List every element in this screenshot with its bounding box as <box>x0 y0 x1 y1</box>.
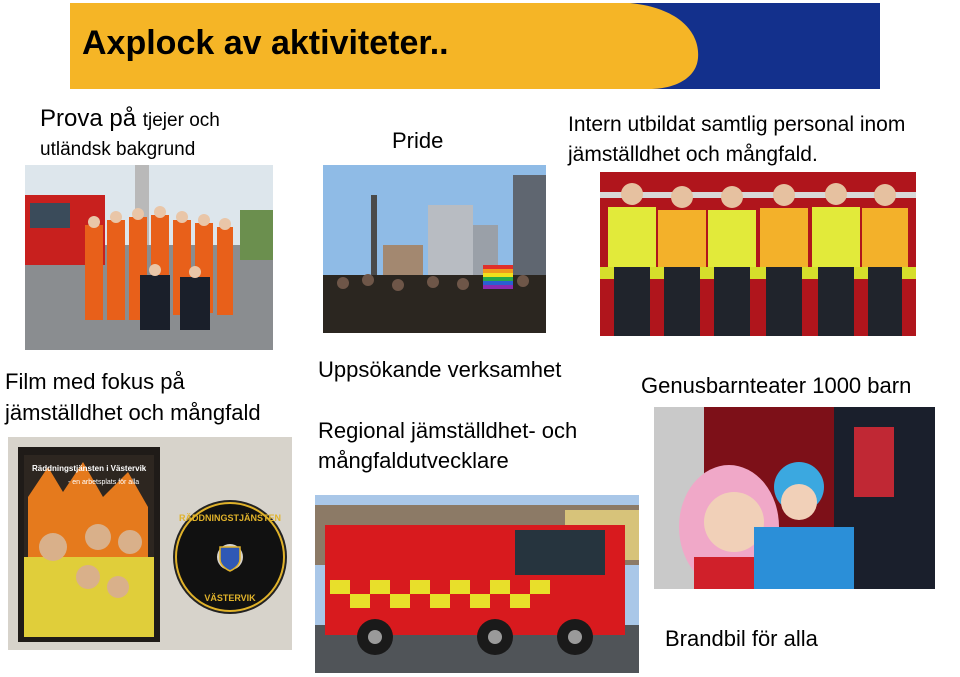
childrens-theater-photo <box>654 407 935 589</box>
caption-regional-line1: Regional jämställdhet- och <box>318 418 578 443</box>
caption-prova-small: tjejer och <box>142 110 220 131</box>
firefighter-group-photo <box>25 165 273 350</box>
caption-film-line1: Film med fokus på <box>5 369 185 394</box>
caption-film-line2: jämställdhet och mångfald <box>5 400 261 425</box>
caption-genusbarnteater: Genusbarnteater 1000 barn <box>641 373 912 398</box>
caption-uppsokande: Uppsökande verksamhet <box>318 357 562 382</box>
dvd-disc-top-text: RÄDDNINGSTJÄNSTEN <box>178 513 282 523</box>
caption-pride: Pride <box>392 128 444 153</box>
caption-regional-line2: mångfaldutvecklare <box>318 448 509 473</box>
dvd-cover-line2: - en arbetsplats för alla <box>68 479 140 486</box>
caption-prova-pa <box>40 106 220 134</box>
pride-crowd-photo <box>323 165 546 333</box>
caption-intern-line1: Intern utbildat samtlig personal inom <box>568 113 906 136</box>
slide-title: Axplock av aktiviteter.. <box>82 24 449 62</box>
dvd-disc-bottom-text: VÄSTERVIK <box>204 593 256 603</box>
fire-truck-photo <box>315 495 639 673</box>
caption-prova-line2: utländsk bakgrund <box>40 139 196 160</box>
caption-intern-line2: jämställdhet och mångfald. <box>568 143 818 166</box>
staff-group-photo <box>600 172 916 336</box>
dvd-cover-line1: Räddningstjänsten i Västervik <box>32 464 147 473</box>
caption-prova-big: Prova på <box>40 105 137 132</box>
caption-brandbil: Brandbil för alla <box>665 626 818 651</box>
dvd-photo <box>8 437 292 650</box>
